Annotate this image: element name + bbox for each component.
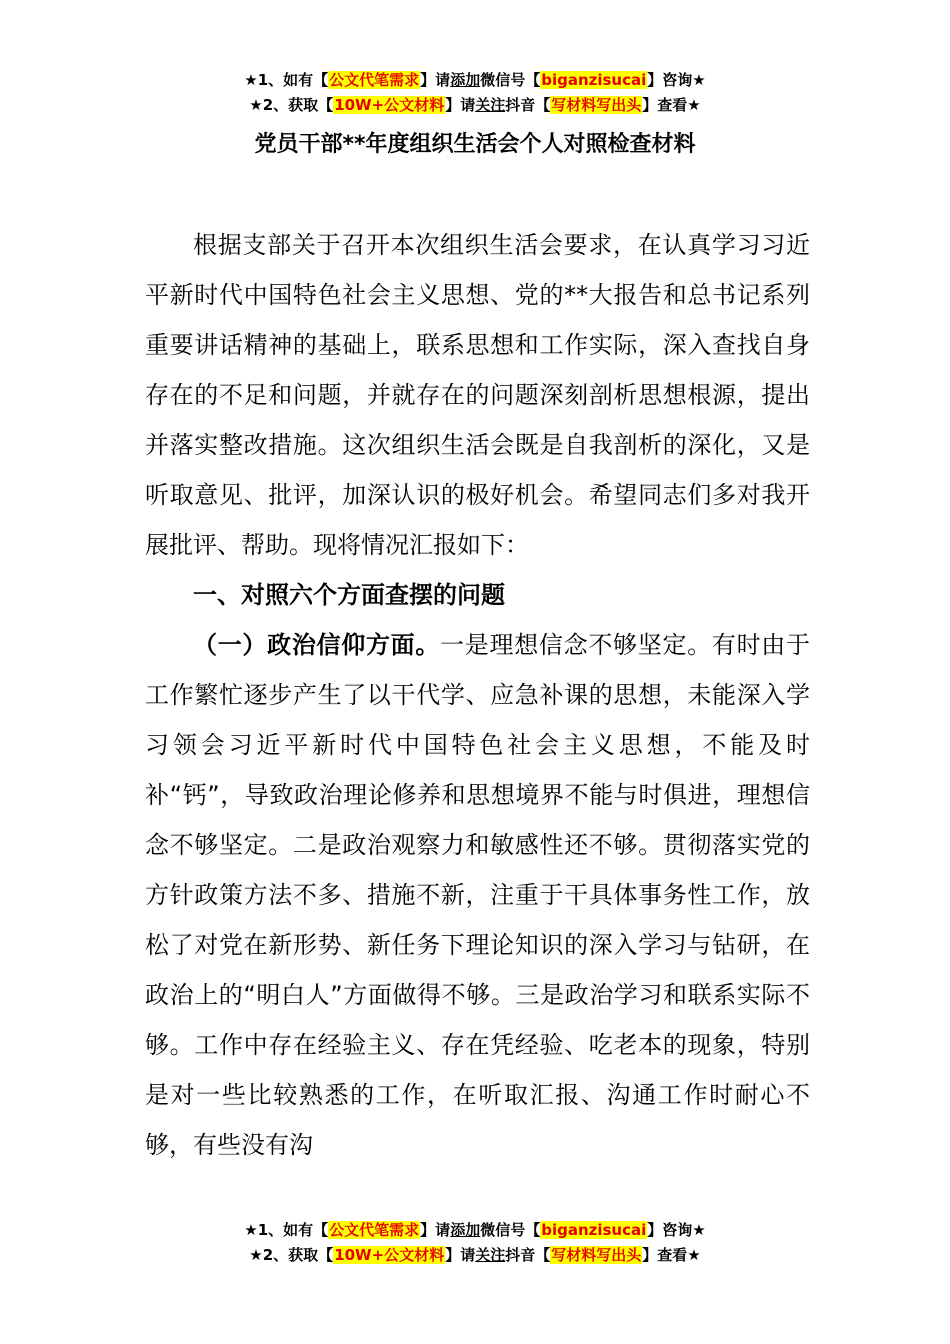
document-title: 党员干部**年度组织生活会个人对照检查材料 xyxy=(254,132,696,157)
section-heading: 一、对照六个方面查摆的问题 xyxy=(193,581,505,609)
subsection-label: （一）政治信仰方面。 xyxy=(193,631,441,659)
bottom-banner xyxy=(0,1218,950,1268)
banner-highlight: 10W+公文材料 xyxy=(334,96,445,114)
subsection-text: 一是理想信念不够坚定。有时由于工作繁忙逐步产生了以干代学、应急补课的思想，未能深入学习领会习近平新时代中国特色社会主义思想，不能及时补“钙”，导致政治理论修养和思想境界不能与时俱进，理想信念不够坚定。二是政治观察力和敏感性还不够。贯彻落实党的方针政策方法不多、措施不新，注重于干具体事务性工作，放松了对党在新形势、新任务下理论知识的深入学习与钻研，在政治上的“明白人”方面做得不够。三是政治学习和联系实际不够。工作中存在经验主义、存在凭经验、吃老本的现象，特别是对一些比较熟悉的工作，在听取汇报、沟通工作时耐心不够，有些没有沟 xyxy=(145,631,811,1159)
intro-paragraph: 根据支部关于召开本次组织生活会要求，在认真学习习近平新时代中国特色社会主义思想、党的**大报告和总书记系列重要讲话精神的基础上，联系思想和工作实际，深入查找自身存在的不足和问题，并就存在的问题深刻剖析思想根源，提出并落实整改措施。这次组织生活会既是自我剖析的深化，又是听取意见、批评，加深认识的极好机会。希望同志们多对我开展批评、帮助。现将情况汇报如下： xyxy=(145,231,810,559)
banner-highlight: 写材料写出头 xyxy=(551,96,642,114)
banner-highlight: 写材料写出头 xyxy=(551,1246,642,1264)
banner-line-1: ★1、如有【公文代笔需求】请添加微信号【biganzisucai】咨询★ xyxy=(244,71,706,89)
banner-highlight: 10W+公文材料 xyxy=(334,1246,445,1264)
banner-highlight: biganzisucai xyxy=(541,71,647,89)
document-body xyxy=(145,220,810,1170)
banner-highlight: 公文代笔需求 xyxy=(329,71,420,89)
subsection-paragraph xyxy=(145,620,810,1170)
banner-highlight: biganzisucai xyxy=(541,1221,647,1239)
banner-line-2: ★2、获取【10W+公文材料】请关注抖音【写材料写出头】查看★ xyxy=(249,1246,701,1264)
banner-highlight: 公文代笔需求 xyxy=(329,1221,420,1239)
top-banner xyxy=(0,68,950,118)
banner-line-2: ★2、获取【10W+公文材料】请关注抖音【写材料写出头】查看★ xyxy=(249,96,701,114)
banner-line-1: ★1、如有【公文代笔需求】请添加微信号【biganzisucai】咨询★ xyxy=(244,1221,706,1239)
